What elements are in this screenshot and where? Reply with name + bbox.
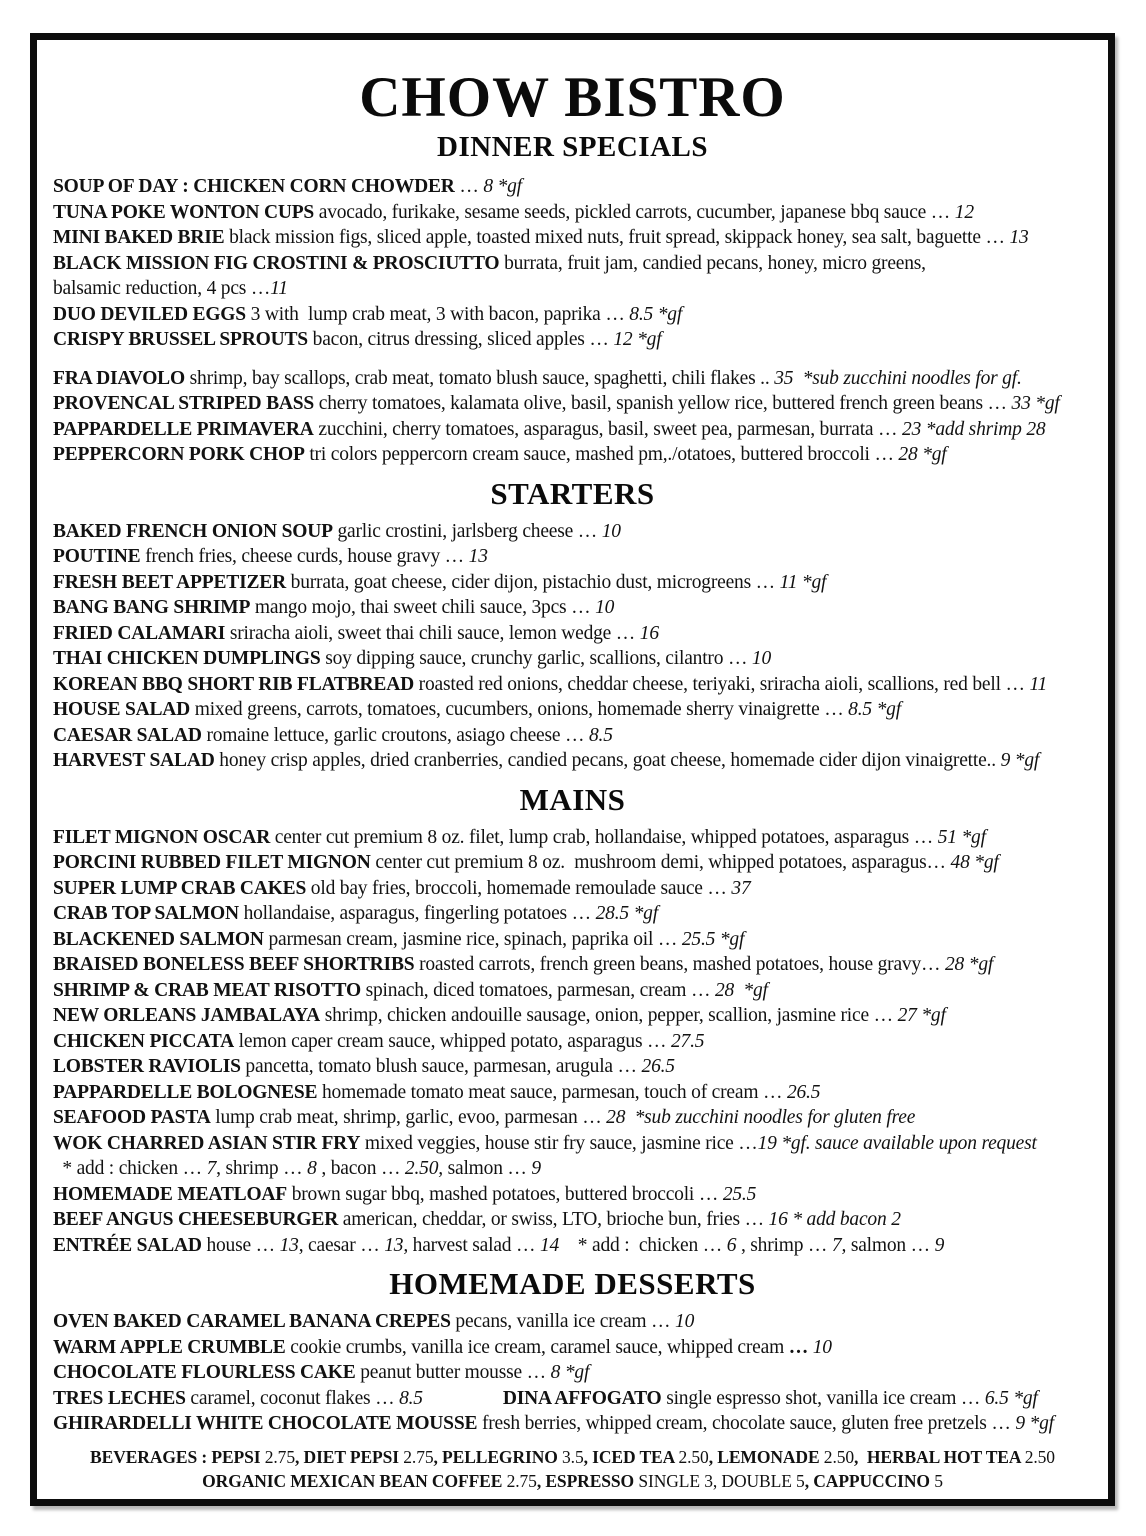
menu-text-segment: shrimp, chicken andouille sausage, onion, pepper, scallion, jasmine rice …	[320, 1005, 898, 1026]
menu-item-line	[53, 1335, 1092, 1361]
menu-text-segment: black mission figs, sliced apple, toasted mixed nuts, fruit spread, skippack honey, sea salt, baguette …	[224, 227, 1010, 248]
menu-item-line	[53, 570, 1092, 596]
menu-text-segment: LOBSTER RAVIOLIS	[53, 1056, 241, 1077]
menu-text-segment: BEVERAGES : PEPSI	[90, 1446, 265, 1467]
menu-text-segment: single espresso shot, vanilla ice cream …	[661, 1387, 985, 1409]
menu-text-segment: tri colors peppercorn cream sauce, mashed pm,./otatoes, buttered broccoli …	[304, 444, 899, 465]
menu-text-segment: SEAFOOD PASTA	[53, 1107, 211, 1128]
menu-text-segment: , bacon …	[321, 1158, 405, 1179]
menu-text-segment: 7	[206, 1158, 217, 1179]
menu-text-segment: , shrimp …	[216, 1158, 308, 1179]
menu-text-segment: , PELLEGRINO	[433, 1446, 563, 1467]
menu-item-line	[53, 748, 1092, 774]
menu-item-line	[53, 1233, 1092, 1259]
menu-text-segment: DINA AFFOGATO	[502, 1387, 662, 1409]
menu-text-segment: mixed greens, carrots, tomatoes, cucumbers, onions, homemade sherry vinaigrette …	[190, 699, 849, 720]
menu-text-segment: avocado, furikake, sesame seeds, pickled carrots, cucumber, japanese bbq sauce …	[314, 201, 955, 223]
menu-text-segment: NEW ORLEANS JAMBALAYA	[53, 1005, 321, 1026]
menu-text-segment: 11	[1029, 673, 1048, 695]
menu-text-segment: salmon …	[442, 1158, 532, 1179]
menu-item-line	[53, 927, 1092, 953]
menu-text-segment: homemade tomato meat sauce, parmesan, touch of cream …	[317, 1081, 787, 1103]
menu-text-segment: 9 *gf	[1015, 1413, 1054, 1434]
menu-subtitle: DINNER SPECIALS	[437, 131, 708, 163]
menu-item-line	[53, 1360, 1092, 1386]
menu-text-segment: 13	[1009, 227, 1029, 248]
menu-text-segment: balsamic reduction, 4 pcs …	[53, 278, 271, 299]
menu-text-segment: , ICED TEA	[583, 1446, 679, 1467]
menu-text-segment: shrimp, bay scallops, crab meat, tomato blush sauce, spaghetti, chili flakes ..	[184, 367, 775, 389]
menu-text-segment: 2.50	[823, 1446, 855, 1467]
menu-text-segment: 11 *gf	[779, 571, 827, 593]
menu-sections	[53, 174, 1092, 1437]
menu-text-segment: cookie crumbs, vanilla ice cream, caramel sauce, whipped cream	[285, 1336, 789, 1358]
menu-text-segment: …	[788, 1336, 813, 1358]
menu-text-segment: SOUP OF DAY : CHICKEN CORN CHOWDER	[53, 176, 455, 197]
menu-text-segment: brown sugar bbq, mashed potatoes, buttered broccoli …	[287, 1183, 723, 1205]
menu-text-segment: TUNA POKE WONTON CUPS	[53, 201, 315, 223]
menu-text-segment: 19 *gf. sauce available upon request	[757, 1132, 1037, 1154]
menu-text-segment: 14	[539, 1234, 560, 1256]
menu-text-segment: 28 *gf	[945, 954, 994, 975]
menu-text-segment: pecans, vanilla ice cream …	[450, 1311, 676, 1332]
menu-text-segment: , caesar …	[298, 1234, 385, 1256]
menu-text-segment: american, cheddar, or swiss, LTO, brioche bun, fries …	[338, 1209, 769, 1230]
menu-text-segment: 37	[731, 877, 751, 899]
menu-item-line	[53, 276, 1092, 302]
menu-text-segment: 28 *gf	[898, 444, 947, 465]
menu-text-segment: 10	[601, 520, 621, 542]
menu-text-segment: 16	[639, 622, 659, 644]
menu-text-segment: , LEMONADE	[708, 1446, 824, 1467]
section-heading-starters: STARTERS	[490, 475, 655, 511]
menu-text-segment: 13	[279, 1234, 299, 1256]
menu-text-segment: WARM APPLE CRUMBLE	[53, 1336, 286, 1358]
menu-text-segment: 8.5	[589, 724, 613, 746]
menu-text-segment: 2.50,	[404, 1158, 443, 1179]
menu-text-segment: lemon caper cream sauce, whipped potato, asparagus …	[234, 1030, 671, 1052]
menu-text-segment: house …	[201, 1234, 280, 1256]
menu-text-segment: 2.75	[403, 1446, 434, 1467]
menu-item-line	[53, 174, 1092, 200]
menu-text-segment: 12 *gf	[613, 329, 662, 350]
menu-text-segment: 28 *gf	[714, 979, 768, 1001]
menu-text-segment: fresh berries, whipped cream, chocolate sauce, gluten free pretzels …	[477, 1413, 1016, 1434]
menu-text-segment: POUTINE	[53, 546, 141, 567]
menu-text-segment: 9	[531, 1158, 541, 1179]
menu-text-segment: , DIET PEPSI	[294, 1446, 404, 1467]
menu-item-line	[53, 901, 1092, 927]
menu-item-line	[53, 697, 1092, 723]
menu-text-segment: FRESH BEET APPETIZER	[53, 571, 286, 593]
menu-text-segment: hollandaise, asparagus, fingerling potatoes …	[238, 903, 596, 924]
menu-text-segment: CHICKEN PICCATA	[53, 1030, 234, 1052]
menu-text-segment: 3.5	[562, 1446, 584, 1467]
menu-text-segment: ENTRÉE SALAD	[53, 1234, 202, 1256]
menu-text-segment: 8	[307, 1158, 322, 1179]
menu-text-segment: 13	[468, 546, 488, 567]
menu-item-line	[53, 723, 1092, 749]
menu-text-segment: garlic crostini, jarlsberg cheese …	[332, 520, 602, 542]
menu-text-segment: SHRIMP & CRAB MEAT RISOTTO	[53, 979, 361, 1001]
menu-text-segment: HOUSE SALAD	[53, 699, 191, 720]
menu-text-segment: 3 with lump crab meat, 3 with bacon, paprika …	[245, 303, 630, 325]
menu-text-segment: salmon …	[846, 1234, 935, 1256]
menu-text-segment: 12	[954, 201, 974, 223]
menu-text-segment: 8.5 *gf	[848, 699, 901, 720]
menu-text-segment: 26.5	[786, 1081, 821, 1103]
menu-item-line	[53, 1003, 1092, 1029]
menu-text-segment: PROVENCAL STRIPED BASS	[53, 393, 315, 414]
menu-text-segment: roasted red onions, cheddar cheese, teriyaki, sriracha aioli, scallions, red bell …	[414, 673, 1030, 695]
menu-text-segment: 8 *gf	[483, 176, 522, 197]
menu-border-frame	[30, 33, 1115, 1506]
menu-text-segment: OVEN BAKED CARAMEL BANANA CREPES	[53, 1311, 451, 1332]
menu-item-line	[53, 825, 1092, 851]
menu-text-segment: burrata, fruit jam, candied pecans, honey, micro greens,	[499, 252, 926, 274]
menu-item-line	[53, 251, 1092, 277]
menu-item-line	[53, 225, 1092, 251]
menu-text-segment: 2.75	[506, 1470, 537, 1491]
menu-text-segment: FILET MIGNON OSCAR	[53, 826, 271, 848]
menu-text-segment: , shrimp …	[740, 1234, 832, 1256]
menu-text-segment: sriracha aioli, sweet thai chili sauce, lemon wedge …	[225, 622, 640, 644]
menu-item-line	[53, 978, 1092, 1004]
menu-item-line	[53, 1309, 1092, 1335]
menu-text-segment: CAESAR SALAD	[53, 724, 202, 746]
menu-text-segment: BANG BANG SHRIMP	[53, 597, 251, 618]
menu-item-line	[53, 1156, 1092, 1182]
menu-text-segment: lump crab meat, shrimp, garlic, evoo, parmesan …	[210, 1107, 607, 1128]
menu-text-segment: CRAB TOP SALMON	[53, 903, 239, 924]
menu-text-segment: center cut premium 8 oz. filet, lump crab, hollandaise, whipped potatoes, asparagus …	[270, 826, 938, 848]
menu-text-segment: SUPER LUMP CRAB CAKES	[53, 877, 307, 899]
menu-text-segment: PAPPARDELLE PRIMAVERA	[53, 418, 314, 440]
restaurant-title: CHOW BISTRO	[359, 66, 786, 129]
menu-text-segment: 35 *sub zucchini noodles for gf.	[774, 367, 1022, 389]
menu-text-segment: cherry tomatoes, kalamata olive, basil, spanish yellow rice, buttered french green beans …	[314, 393, 1012, 414]
menu-text-segment: PEPPERCORN PORK CHOP	[53, 444, 305, 465]
menu-text-segment: french fries, cheese curds, house gravy …	[140, 546, 469, 567]
menu-item-line	[53, 417, 1092, 443]
menu-item-line	[53, 1182, 1092, 1208]
menu-text-segment: peanut butter mousse …	[355, 1362, 551, 1383]
menu-item-line	[53, 1131, 1092, 1157]
menu-text-segment: parmesan cream, jasmine rice, spinach, paprika oil …	[263, 928, 682, 950]
menu-text-segment: , ESPRESSO	[536, 1470, 639, 1491]
menu-item-line	[53, 646, 1092, 672]
menu-text-segment: honey crisp apples, dried cranberries, candied pecans, goat cheese, homemade cider dijon vinaigrette..	[214, 750, 1001, 771]
menu-item-line	[53, 519, 1092, 545]
menu-item-line	[53, 366, 1092, 392]
menu-text-segment: 16 * add bacon 2	[768, 1209, 901, 1230]
menu-text-segment: spinach, diced tomatoes, parmesan, cream …	[360, 979, 715, 1001]
menu-text-segment: 6	[726, 1234, 741, 1256]
menu-text-segment: * add : chicken …	[53, 1158, 207, 1179]
menu-text-segment: 6.5 *gf	[984, 1387, 1038, 1409]
menu-text-segment: DUO DEVILED EGGS	[53, 303, 246, 325]
menu-text-segment: 25.5	[722, 1183, 757, 1205]
menu-text-segment: 33 *gf	[1011, 393, 1060, 414]
menu-text-segment: 11	[270, 278, 288, 299]
menu-item-line	[53, 1445, 1092, 1469]
menu-item-line	[53, 1105, 1092, 1131]
menu-text-segment: THAI CHICKEN DUMPLINGS	[53, 648, 321, 669]
menu-text-segment: 25.5 *gf	[681, 928, 745, 950]
menu-text-segment: 10	[812, 1336, 832, 1358]
menu-text-segment: mixed veggies, house stir fry sauce, jasmine rice …	[360, 1132, 758, 1154]
menu-text-segment: center cut premium 8 oz. mushroom demi, whipped potatoes, asparagus…	[370, 852, 951, 873]
menu-item-line	[53, 1054, 1092, 1080]
menu-text-segment: 27.5	[671, 1030, 705, 1052]
menu-text-segment: 8.5	[399, 1387, 423, 1409]
menu-text-segment: roasted carrots, french green beans, mashed potatoes, house gravy…	[414, 954, 945, 975]
menu-text-segment: PORCINI RUBBED FILET MIGNON	[53, 852, 371, 873]
beverages-footer	[53, 1445, 1092, 1493]
menu-text-segment: old bay fries, broccoli, homemade remoulade sauce …	[306, 877, 732, 899]
menu-text-segment: 2.50	[1024, 1446, 1055, 1467]
menu-text-segment: bacon, citrus dressing, sliced apples …	[307, 329, 614, 350]
menu-text-segment: 8.5 *gf	[629, 303, 683, 325]
menu-text-segment: mango mojo, thai sweet chili sauce, 3pcs …	[250, 597, 596, 618]
menu-item-line	[53, 327, 1092, 353]
menu-text-segment: ORGANIC MEXICAN BEAN COFFEE	[202, 1470, 507, 1491]
menu-text-segment: 5	[934, 1470, 943, 1491]
menu-item-line	[53, 952, 1092, 978]
menu-text-segment: 2.50	[678, 1446, 709, 1467]
menu-item-line	[53, 1469, 1092, 1493]
menu-text-segment: BLACKENED SALMON	[53, 928, 264, 950]
menu-text-segment: GHIRARDELLI WHITE CHOCOLATE MOUSSE	[53, 1413, 478, 1434]
menu-text-segment: 2.75	[264, 1446, 295, 1467]
menu-text-segment: 8 *gf	[550, 1362, 590, 1383]
menu-text-segment: 13,	[384, 1234, 408, 1256]
menu-text-segment: 10	[751, 648, 772, 669]
menu-item-line	[53, 200, 1092, 226]
menu-text-segment: burrata, goat cheese, cider dijon, pistachio dust, microgreens …	[285, 571, 780, 593]
menu-text-segment: FRIED CALAMARI	[53, 622, 226, 644]
menu-item-line	[53, 621, 1092, 647]
menu-text-segment: SINGLE 3, DOUBLE 5	[638, 1470, 805, 1491]
menu-text-segment: 9	[934, 1234, 945, 1256]
menu-text-segment: BRAISED BONELESS BEEF SHORTRIBS	[53, 954, 415, 975]
menu-text-segment: TRES LECHES	[53, 1387, 186, 1409]
menu-text-segment: BEEF ANGUS CHEESEBURGER	[53, 1209, 339, 1230]
menu-text-segment: zucchini, cherry tomatoes, asparagus, basil, sweet pea, parmesan, burrata …	[313, 418, 903, 440]
menu-text-segment: …	[454, 176, 484, 197]
menu-item-line	[53, 442, 1092, 468]
menu-text-segment: * add : chicken …	[559, 1234, 727, 1256]
menu-item-line	[53, 544, 1092, 570]
menu-item-line	[53, 391, 1092, 417]
menu-text-segment: KOREAN BBQ SHORT RIB FLATBREAD	[53, 673, 414, 695]
menu-item-line	[53, 1386, 1092, 1412]
menu-text-segment: , HERBAL HOT TEA	[854, 1446, 1025, 1467]
section-heading-mains: MAINS	[519, 781, 626, 817]
menu-text-segment: , CAPPUCCINO	[804, 1470, 935, 1491]
menu-text-segment: CHOCOLATE FLOURLESS CAKE	[53, 1362, 356, 1383]
menu-text-segment: 28 *sub zucchini noodles for gluten free	[606, 1107, 916, 1128]
menu-item-line	[53, 850, 1092, 876]
menu-text-segment: PAPPARDELLE BOLOGNESE	[53, 1081, 318, 1103]
menu-text-segment: 10	[595, 597, 615, 618]
menu-text-segment: HOMEMADE MEATLOAF	[53, 1183, 288, 1205]
menu-item-line	[53, 302, 1092, 328]
menu-item-line	[53, 595, 1092, 621]
menu-text-segment: 9 *gf	[1000, 750, 1040, 771]
menu-text-segment: pancetta, tomato blush sauce, parmesan, arugula …	[240, 1056, 642, 1077]
menu-text-segment: WOK CHARRED ASIAN STIR FRY	[53, 1132, 361, 1154]
menu-text-segment: 10	[675, 1311, 695, 1332]
menu-text-segment: harvest salad …	[408, 1234, 540, 1256]
menu-text-segment: BLACK MISSION FIG CROSTINI & PROSCIUTTO	[53, 252, 500, 274]
menu-item-line	[53, 876, 1092, 902]
menu-text-segment: 7,	[831, 1234, 847, 1256]
menu-text-segment: 27 *gf	[897, 1005, 946, 1026]
menu-text-segment: 26.5	[641, 1056, 675, 1077]
menu-item-line	[53, 1411, 1092, 1437]
menu-text-segment: FRA DIAVOLO	[53, 367, 185, 389]
menu-text-segment: soy dipping sauce, crunchy garlic, scallions, cilantro …	[320, 648, 752, 669]
menu-item-line	[53, 1207, 1092, 1233]
menu-item-line	[53, 1029, 1092, 1055]
menu-text-segment: BAKED FRENCH ONION SOUP	[53, 520, 333, 542]
menu-text-segment: 48 *gf	[950, 852, 999, 873]
menu-text-segment: caramel, coconut flakes …	[185, 1387, 400, 1409]
menu-text-segment: MINI BAKED BRIE	[53, 227, 225, 248]
section-heading-homemade-desserts: HOMEMADE DESSERTS	[389, 1266, 756, 1301]
menu-text-segment: CRISPY BRUSSEL SPROUTS	[53, 329, 308, 350]
menu-text-segment: 51 *gf	[937, 826, 986, 848]
menu-text-segment: HARVEST SALAD	[53, 750, 215, 771]
menu-text-segment: romaine lettuce, garlic croutons, asiago cheese …	[201, 724, 589, 746]
menu-item-line	[53, 1080, 1092, 1106]
menu-item-line	[53, 672, 1092, 698]
menu-text-segment: 23 *add shrimp 28	[902, 418, 1046, 440]
menu-text-segment: 28.5 *gf	[595, 903, 658, 924]
